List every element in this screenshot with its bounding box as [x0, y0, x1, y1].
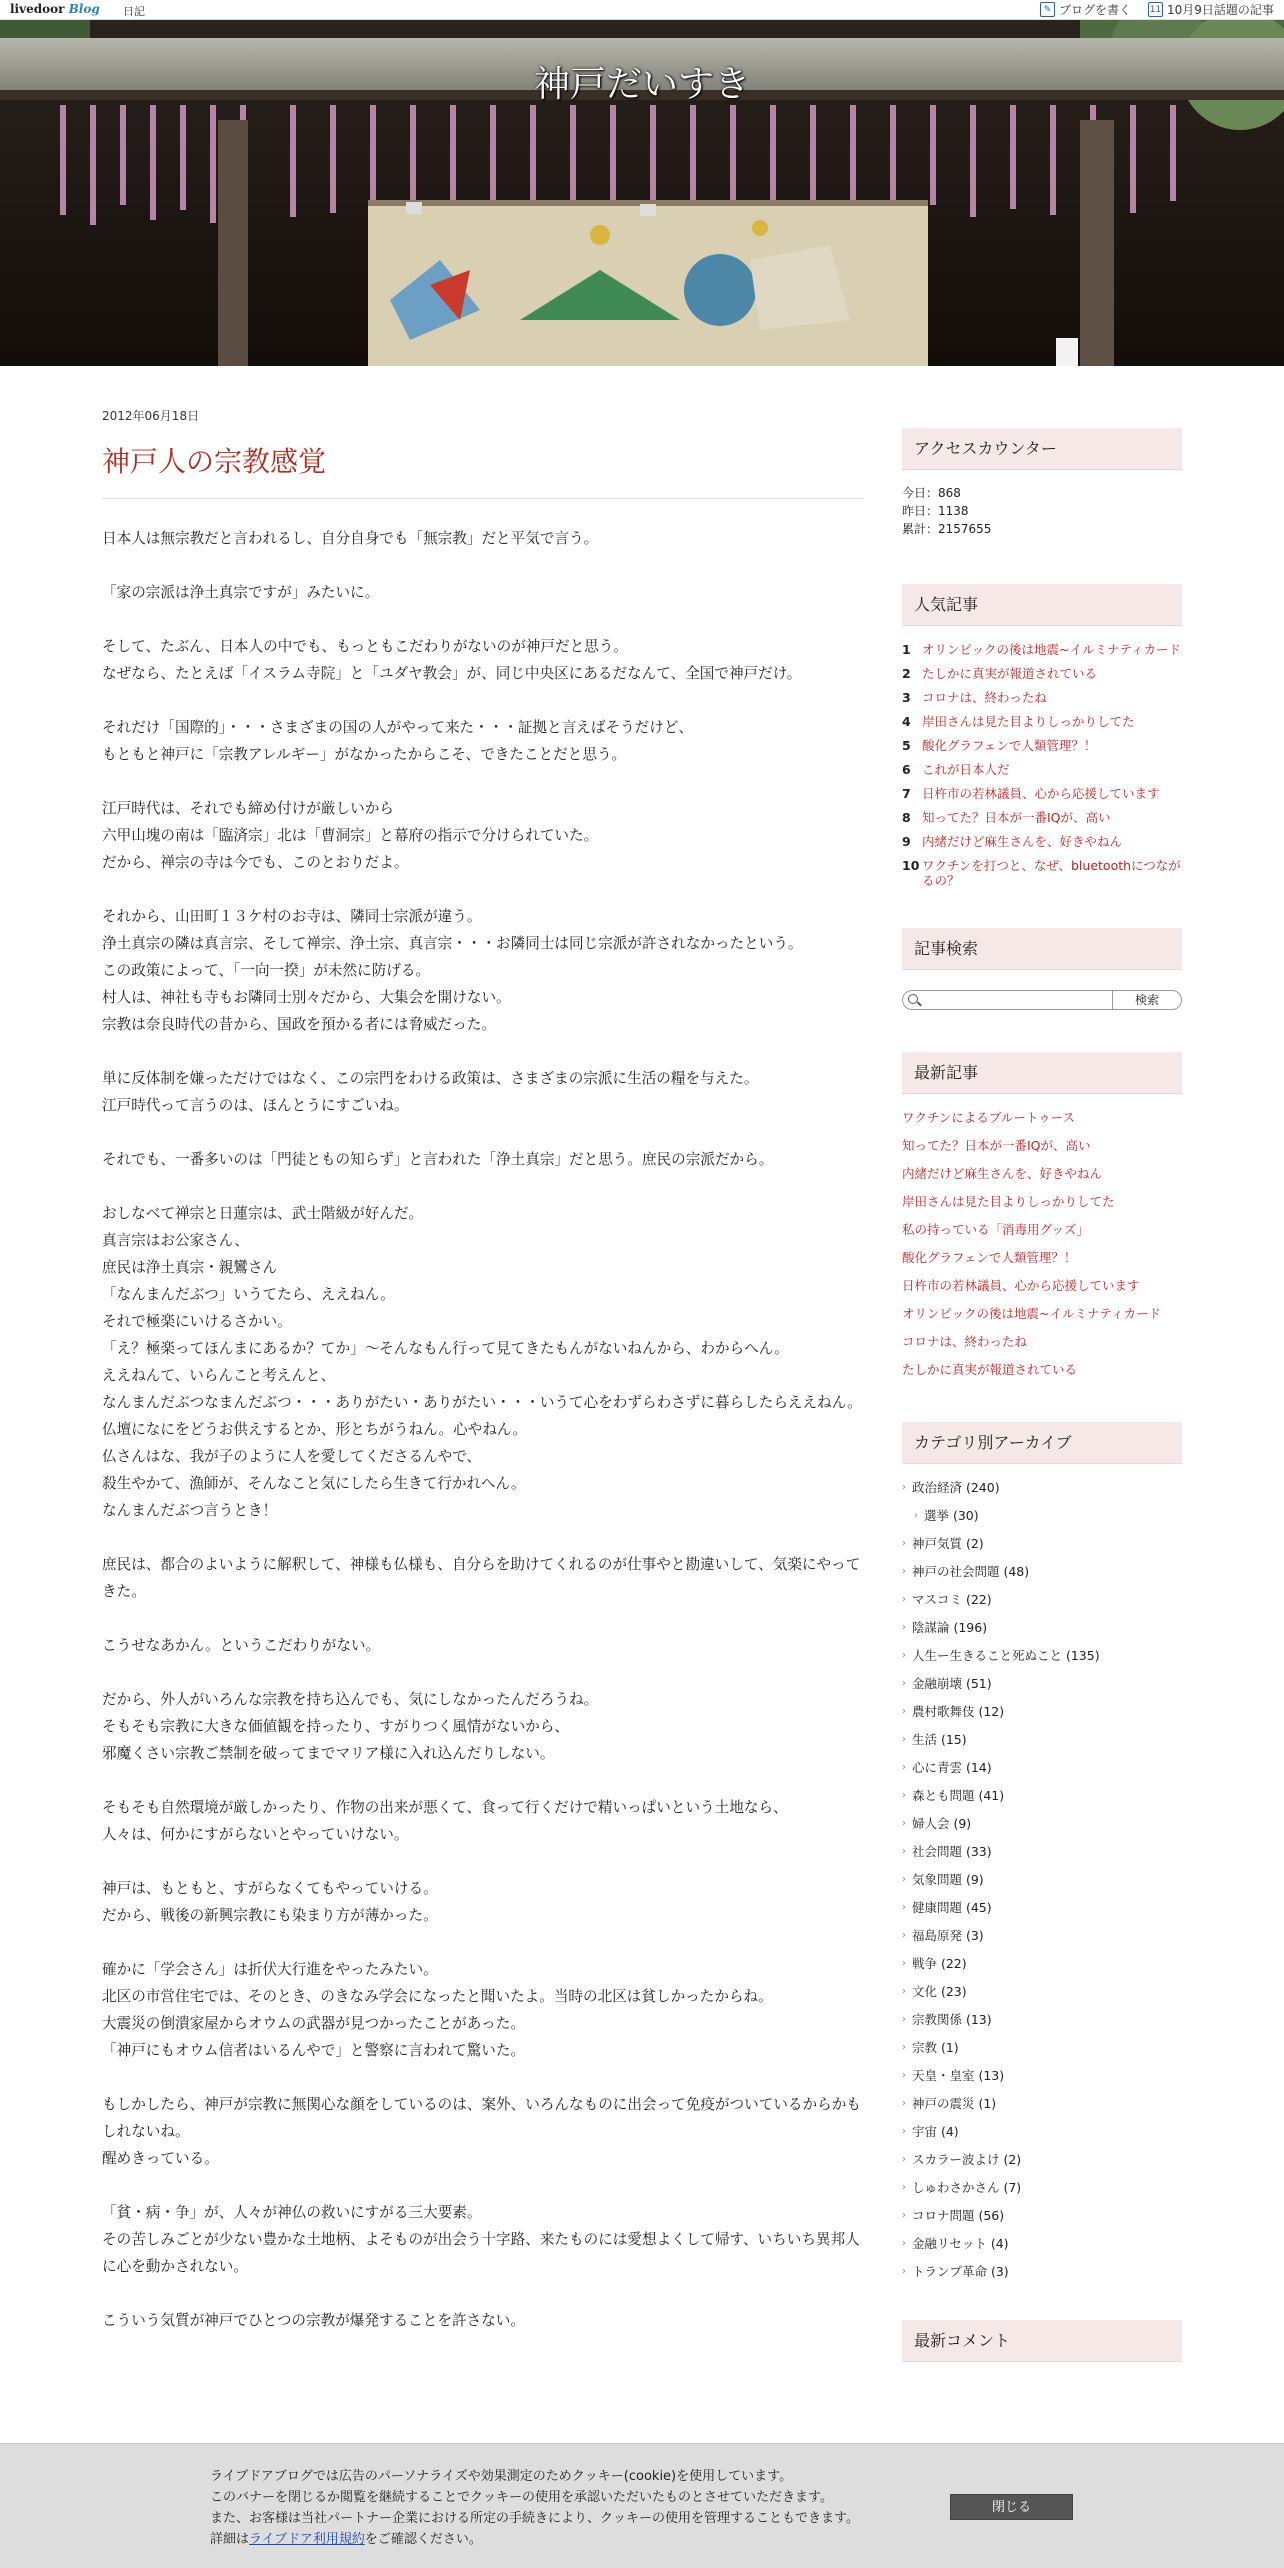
recent-article-link[interactable]: 知ってた？日本が一番IQが、高い [902, 1138, 1091, 1153]
category-link[interactable]: 社会問題 (33) [912, 1844, 992, 1859]
post-line: 「神戸にもオウム信者はいるんやで」と警察に言われて驚いた。 [102, 2042, 526, 2059]
category-link[interactable]: 宇宙 (4) [912, 2124, 959, 2139]
cookie-close-button[interactable]: 閉じる [950, 2494, 1073, 2520]
category-item[interactable] [902, 2180, 1182, 2196]
category-link[interactable]: 金融リセット (4) [912, 2236, 1009, 2251]
topic-article-label: 10月9日話題の記事 [1167, 3, 1274, 17]
category-item[interactable] [902, 1872, 1182, 1888]
nav-diary-link[interactable]: 日記 [123, 5, 145, 18]
post-line: 宗教は奈良時代の昔から、国政を預かる者には脅威だった。 [102, 1016, 497, 1033]
post-paragraph [102, 633, 864, 687]
cookie-line [210, 2529, 930, 2550]
post-line: 浄土真宗の隣は真言宗、そして禅宗、浄土宗、真言宗・・・お隣同士は同じ宗派が許されなかったという。 [102, 935, 803, 952]
category-item[interactable] [902, 1956, 1182, 1972]
category-link[interactable]: 健康問題 (45) [912, 1900, 992, 1915]
header-banner [0, 20, 1284, 366]
category-item[interactable] [902, 1480, 1182, 1496]
livedoor-blog-logo[interactable] [10, 2, 100, 16]
cookie-text [210, 2466, 930, 2550]
recent-article-link[interactable]: オリンピックの後は地震~イルミナティカード [902, 1306, 1161, 1321]
recent-article-link[interactable]: たしかに真実が報道されている [902, 1362, 1078, 1377]
category-link[interactable]: 気象問題 (9) [912, 1872, 984, 1887]
post-line: こうせなあかん。というこだわりがない。 [102, 1637, 381, 1654]
counter-yesterday: 昨日：1138 [902, 504, 969, 518]
category-link[interactable]: 政治経済 (240) [912, 1480, 1000, 1495]
category-link[interactable]: コロナ問題 (56) [912, 2208, 1005, 2223]
access-counter [902, 484, 1182, 538]
category-item[interactable] [902, 1536, 1182, 1552]
chevron-right-icon: › [902, 1846, 906, 1857]
popular-articles-heading: 人気記事 [902, 584, 1182, 626]
logo-main-text: livedoor [10, 2, 65, 16]
category-link[interactable]: 神戸の社会問題 (48) [912, 1564, 1030, 1579]
popular-article-item[interactable] [902, 738, 1182, 753]
category-archive-heading: カテゴリ別アーカイブ [902, 1422, 1182, 1464]
popular-article-item[interactable] [902, 858, 1182, 888]
search-button[interactable]: 検索 [1112, 990, 1182, 1010]
category-item[interactable] [902, 1788, 1182, 1804]
chevron-right-icon: › [902, 1706, 906, 1717]
category-item[interactable] [902, 2040, 1182, 2056]
post-line: 北区の市営住宅では、そのとき、のきなみ学会になったと聞いたよ。当時の北区は貧しかったからね。 [102, 1988, 773, 2005]
pencil-icon: ✎ [1040, 2, 1055, 17]
post-paragraph [102, 2307, 864, 2334]
chevron-right-icon: › [902, 1930, 906, 1941]
post-line: 大震災の倒潰家屋からオウムの武器が見つかったことがあった。 [102, 2015, 525, 2032]
terms-link[interactable]: ライブドア利用規約 [249, 2532, 365, 2547]
chevron-right-icon: › [902, 2210, 906, 2221]
post-line: 村人は、神社も寺もお隣同士別々だから、大集会を開けない。 [102, 989, 511, 1006]
topic-article-link[interactable] [1148, 1, 1274, 18]
post-line: 「貧・病・争」が、人々が神仏の救いにすがる三大要素。 [102, 2204, 482, 2221]
popular-article-item[interactable] [902, 666, 1182, 681]
category-item[interactable] [902, 2068, 1182, 2084]
post-line: ええねんて、いらんこと考えんと、 [102, 1367, 336, 1384]
post-date: 2012年06月18日 [102, 409, 200, 423]
post-line: 醒めきっている。 [102, 2150, 219, 2167]
article-search-heading: 記事検索 [902, 928, 1182, 970]
rank-number: 10 [902, 858, 920, 873]
post-line: それだけ「国際的」・・・さまざまの国の人がやって来た・・・証拠と言えばそうだけど、 [102, 719, 694, 736]
chevron-right-icon: › [902, 2154, 906, 2165]
post-line: だから、戦後の新興宗教にも染まり方が薄かった。 [102, 1907, 438, 1924]
site-title[interactable]: 神戸だいすき [533, 64, 750, 105]
category-link[interactable]: スカラー波よけ (2) [912, 2152, 1022, 2167]
category-link[interactable]: 人生ー生きること死ぬこと (135) [912, 1648, 1100, 1663]
chevron-right-icon: › [902, 1622, 906, 1633]
popular-article-item[interactable] [902, 834, 1182, 849]
category-item[interactable] [902, 1508, 1182, 1524]
post-line: そして、たぶん、日本人の中でも、もっともこだわりがないのが神戸だと思う。 [102, 638, 628, 655]
post-line: 仏さんはな、我が子のように人を愛してくださるんやで、 [102, 1448, 482, 1465]
post-paragraph [102, 1065, 864, 1119]
cookie-detail-prefix: 詳細は [210, 2532, 250, 2547]
category-item[interactable] [902, 2236, 1182, 2252]
chevron-right-icon: › [902, 1734, 906, 1745]
post-line: 単に反体制を嫌っただけではなく、この宗門をわける政策は、さまざまの宗派に生活の糧を与えた。 [102, 1070, 759, 1087]
post-paragraph [102, 1875, 864, 1929]
post-line: なぜなら、たとえば「イスラム寺院」と「ユダヤ教会」が、同じ中央区にあるだなんて、全国で神戸だけ。 [102, 665, 802, 682]
post-line: この政策によって、「一向一揆」が未然に防げる。 [102, 962, 431, 979]
article [102, 407, 864, 2361]
write-blog-link[interactable] [1040, 1, 1131, 18]
post-paragraph [102, 1794, 864, 1848]
category-item[interactable] [902, 1592, 1182, 1608]
chevron-right-icon: › [902, 2182, 906, 2193]
category-item[interactable] [902, 1816, 1182, 1832]
calendar-icon: 11 [1148, 2, 1163, 17]
category-item[interactable] [902, 1620, 1182, 1636]
rank-number: 4 [902, 714, 911, 729]
post-paragraph [102, 714, 864, 768]
chevron-right-icon: › [902, 1482, 906, 1493]
category-item[interactable] [902, 2264, 1182, 2280]
recent-articles-list [902, 1110, 1182, 1378]
category-link[interactable]: 心に青雲 (14) [912, 1760, 992, 1775]
cookie-line: このバナーを閉じるか閲覧を継続することでクッキーの使用を承認いただいたものとさせていただきます。 [210, 2490, 833, 2505]
post-line: だから、禅宗の寺は今でも、このとおりだよ。 [102, 854, 409, 871]
access-counter-heading: アクセスカウンター [902, 428, 1182, 470]
category-link[interactable]: 戦争 (22) [912, 1956, 967, 1971]
category-link[interactable]: 福島原発 (3) [912, 1928, 984, 1943]
chevron-right-icon: › [902, 2126, 906, 2137]
recent-comments-heading: 最新コメント [902, 2320, 1182, 2362]
cookie-line: ライブドアブログでは広告のパーソナライズや効果測定のためクッキー(cookie)を使用しています。 [210, 2469, 793, 2484]
rank-number: 9 [902, 834, 911, 849]
post-paragraph [102, 1956, 864, 2064]
popular-article-link[interactable]: 知ってた？日本が一番IQが、高い [922, 810, 1111, 825]
chevron-right-icon: › [902, 2266, 906, 2277]
category-item[interactable] [902, 2012, 1182, 2028]
post-line: 日本人は無宗教だと言われるし、自分自身でも「無宗教」だと平気で言う。 [102, 530, 599, 547]
category-link[interactable]: しゅわさかさん (7) [912, 2180, 1022, 2195]
popular-article-link[interactable]: ワクチンを打つと、なぜ、bluetoothにつながるの？ [922, 858, 1181, 888]
category-item[interactable] [902, 1760, 1182, 1776]
recent-article-link[interactable]: 日杵市の若林議員、心から応援しています [902, 1278, 1140, 1293]
search-icon [908, 994, 918, 1004]
logo-blog-text: Blog [68, 2, 100, 16]
recent-article-link[interactable]: 内緒だけど麻生さんを、好きやねん [902, 1166, 1103, 1181]
post-line: 庶民は浄土真宗・親鸞さん [102, 1259, 278, 1276]
post-paragraph [102, 2199, 864, 2280]
recent-article-link[interactable]: ワクチンによるブルートゥース [902, 1110, 1075, 1125]
category-link[interactable]: 生活 (15) [912, 1732, 967, 1747]
category-link[interactable]: 金融崩壊 (51) [912, 1676, 992, 1691]
category-link[interactable]: 神戸気質 (2) [912, 1536, 984, 1551]
category-item[interactable] [902, 1984, 1182, 2000]
title-divider [102, 498, 864, 499]
popular-article-item[interactable] [902, 762, 1182, 777]
post-paragraph [102, 2091, 864, 2172]
post-line: もしかしたら、神戸が宗教に無関心な顔をしているのは、案外、いろんなものに出会って免疫がついているからかもしれないね。 [102, 2096, 861, 2140]
recent-articles-heading: 最新記事 [902, 1052, 1182, 1094]
post-line: なんまんだぶつなまんだぶつ・・・ありがたい・ありがたい・・・いうて心をわずらわさずに暮らしたらええねん。 [102, 1394, 862, 1411]
chevron-right-icon: › [902, 2238, 906, 2249]
rank-number: 5 [902, 738, 911, 753]
category-link[interactable]: 陰謀論 (196) [912, 1620, 988, 1635]
chevron-right-icon: › [902, 2042, 906, 2053]
popular-article-link[interactable]: 日杵市の若林議員、心から応援しています [922, 786, 1160, 801]
category-item[interactable] [902, 2124, 1182, 2140]
rank-number: 1 [902, 642, 911, 657]
post-title[interactable]: 神戸人の宗教感覚 [102, 445, 327, 478]
search-input[interactable] [902, 990, 1112, 1010]
category-item[interactable] [902, 1844, 1182, 1860]
post-line: 殺生やかて、漁師が、そんなこと気にしたら生きて行かれへん。 [102, 1475, 526, 1492]
post-line: もともと神戸に「宗教アレルギー」がなかったからこそ、できたことだと思う。 [102, 746, 627, 763]
post-line: その苦しみごとが少ない豊かな土地柄、よそものが出会う十字路、来たものには愛想よくして帰す、いちいち異邦人に心を動かされない。 [102, 2231, 860, 2275]
chevron-right-icon: › [902, 1594, 906, 1605]
rank-number: 3 [902, 690, 911, 705]
popular-article-item[interactable] [902, 690, 1182, 705]
popular-article-item[interactable] [902, 714, 1182, 729]
post-paragraph [102, 1200, 864, 1524]
recent-article-link[interactable]: 岸田さんは見た目よりしっかりしてた [902, 1194, 1115, 1209]
chevron-right-icon: › [902, 2098, 906, 2109]
category-link[interactable]: 神戸の震災 (1) [912, 2096, 997, 2111]
popular-article-item[interactable] [902, 642, 1182, 657]
post-line: なんまんだぶつ言うとき！ [102, 1502, 278, 1519]
chevron-right-icon: › [902, 1986, 906, 1997]
write-blog-label: ブログを書く [1059, 3, 1132, 17]
chevron-right-icon: › [902, 1762, 906, 1773]
post-line: そもそも自然環境が厳しかったり、作物の出来が悪くて、食って行くだけで精いっぱいという土地なら、 [102, 1799, 788, 1816]
chevron-right-icon: › [902, 1678, 906, 1689]
category-item[interactable] [902, 1900, 1182, 1916]
chevron-right-icon: › [902, 1566, 906, 1577]
post-line: そもそも宗教に大きな価値観を持ったり、すがりつく風情がないから、 [102, 1718, 570, 1735]
category-link[interactable]: 宗教 (1) [912, 2040, 959, 2055]
category-item[interactable] [902, 1732, 1182, 1748]
chevron-right-icon: › [902, 1650, 906, 1661]
category-link[interactable]: 宗教関係 (13) [912, 2012, 992, 2027]
post-line: 「なんまんだぶつ」いうてたら、ええねん。 [102, 1286, 395, 1303]
post-line: 真言宗はお公家さん、 [102, 1232, 249, 1249]
popular-article-link[interactable]: これが日本人だ [922, 762, 1010, 777]
category-item[interactable] [902, 1928, 1182, 1944]
post-paragraph [102, 1146, 864, 1173]
post-paragraph [102, 795, 864, 876]
popular-article-item[interactable] [902, 810, 1182, 825]
category-link[interactable]: 森とも問題 (41) [912, 1788, 1005, 1803]
sidebar [902, 428, 1182, 2362]
category-link[interactable]: トランプ革命 (3) [912, 2264, 1009, 2279]
post-paragraph [102, 525, 864, 552]
cookie-banner [0, 2443, 1284, 2568]
category-item[interactable] [902, 2208, 1182, 2224]
rank-number: 2 [902, 666, 911, 681]
chevron-right-icon: › [902, 1958, 906, 1969]
post-line: 庶民は、都合のよいように解釈して、神様も仏様も、自分らを助けてくれるのが仕事やと勘違いして、気楽にやってきた。 [102, 1556, 861, 1600]
post-line: 「家の宗派は浄土真宗ですが」みたいに。 [102, 584, 380, 601]
category-link[interactable]: 天皇・皇室 (13) [912, 2068, 1005, 2083]
chevron-right-icon: › [902, 1902, 906, 1913]
rank-number: 7 [902, 786, 911, 801]
chevron-right-icon: › [902, 1538, 906, 1549]
post-line: それで極楽にいけるさかい。 [102, 1313, 292, 1330]
post-line: 江戸時代は、それでも締め付けが厳しいから [102, 800, 394, 817]
popular-article-item[interactable] [902, 786, 1182, 801]
post-body [102, 525, 864, 2334]
rank-number: 8 [902, 810, 911, 825]
popular-article-link[interactable]: 内緒だけど麻生さんを、好きやねん [922, 834, 1123, 849]
category-item[interactable] [902, 1648, 1182, 1664]
category-item[interactable] [902, 1676, 1182, 1692]
chevron-right-icon: › [902, 2070, 906, 2081]
cookie-detail-suffix: をご確認ください。 [364, 2532, 482, 2547]
top-bar [0, 0, 1284, 20]
post-line: 江戸時代って言うのは、ほんとうにすごいね。 [102, 1097, 409, 1114]
post-line: それから、山田町１３ケ村のお寺は、隣同士宗派が違う。 [102, 908, 482, 925]
category-item[interactable] [902, 2096, 1182, 2112]
post-line: 仏壇になにをどうお供えするとか、形とちがうねん。心やねん。 [102, 1421, 527, 1438]
post-line: 神戸は、もともと、すがらなくてもやっていける。 [102, 1880, 438, 1897]
post-line: 確かに「学会さん」は折伏大行進をやったみたい。 [102, 1961, 438, 1978]
recent-article-link[interactable]: コロナは、終わったね [902, 1334, 1027, 1349]
post-line: 邪魔くさい宗教ご禁制を破ってまでマリア様に入れ込んだりしない。 [102, 1745, 555, 1762]
post-line: それでも、一番多いのは「門徒ともの知らず」と言われた「浄土真宗」だと思う。庶民の宗派だから。 [102, 1151, 774, 1168]
article-search-form [902, 990, 1182, 1010]
chevron-right-icon: › [902, 1818, 906, 1829]
post-paragraph [102, 1632, 864, 1659]
post-line: おしなべて禅宗と日蓮宗は、武士階級が好んだ。 [102, 1205, 424, 1222]
category-link[interactable]: 農村歌舞伎 (12) [912, 1704, 1005, 1719]
chevron-right-icon: › [902, 2014, 906, 2025]
post-paragraph [102, 1686, 864, 1767]
category-link[interactable]: マスコミ (22) [912, 1592, 992, 1607]
post-paragraph [102, 1551, 864, 1605]
post-line: こういう気質が神戸でひとつの宗教が爆発することを許さない。 [102, 2312, 525, 2329]
rank-number: 6 [902, 762, 911, 777]
category-link[interactable]: 文化 (23) [912, 1984, 967, 1999]
popular-article-link[interactable]: オリンピックの後は地震~イルミナティカード [922, 642, 1181, 657]
popular-articles-list [902, 642, 1182, 888]
category-item[interactable] [902, 2152, 1182, 2168]
popular-article-link[interactable]: コロナは、終わったね [922, 690, 1047, 705]
popular-article-link[interactable]: 酸化グラフェンで人類管理？！ [922, 738, 1097, 753]
chevron-right-icon: › [914, 1510, 918, 1521]
popular-article-link[interactable]: 岸田さんは見た目よりしっかりしてた [922, 714, 1135, 729]
post-paragraph [102, 579, 864, 606]
post-line: 人々は、何かにすがらないとやっていけない。 [102, 1826, 409, 1843]
counter-today: 今日：868 [902, 486, 961, 500]
popular-article-link[interactable]: たしかに真実が報道されている [922, 666, 1098, 681]
recent-article-link[interactable]: 私の持っている「消毒用グッズ」 [902, 1222, 1089, 1237]
cookie-line: また、お客様は当社パートナー企業における所定の手続きにより、クッキーの使用を管理することもできます。 [210, 2511, 859, 2526]
chevron-right-icon: › [902, 1790, 906, 1801]
post-paragraph [102, 903, 864, 1038]
category-item[interactable] [902, 1704, 1182, 1720]
post-line: 「え？極楽ってほんまにあるか？てか」～そんなもん行って見てきたもんがないねんから、わからへん。 [102, 1340, 789, 1357]
category-link[interactable]: 選挙 (30) [924, 1508, 979, 1523]
category-link[interactable]: 婦人会 (9) [912, 1816, 972, 1831]
category-archive-list [902, 1480, 1182, 2280]
post-line: 六甲山塊の南は「臨済宗」北は「曹洞宗」と幕府の指示で分けられていた。 [102, 827, 599, 844]
counter-total: 累計：2157655 [902, 522, 992, 536]
recent-article-link[interactable]: 酸化グラフェンで人類管理？！ [902, 1250, 1077, 1265]
chevron-right-icon: › [902, 1874, 906, 1885]
post-line: だから、外人がいろんな宗教を持ち込んでも、気にしなかったんだろうね。 [102, 1691, 599, 1708]
category-item[interactable] [902, 1564, 1182, 1580]
